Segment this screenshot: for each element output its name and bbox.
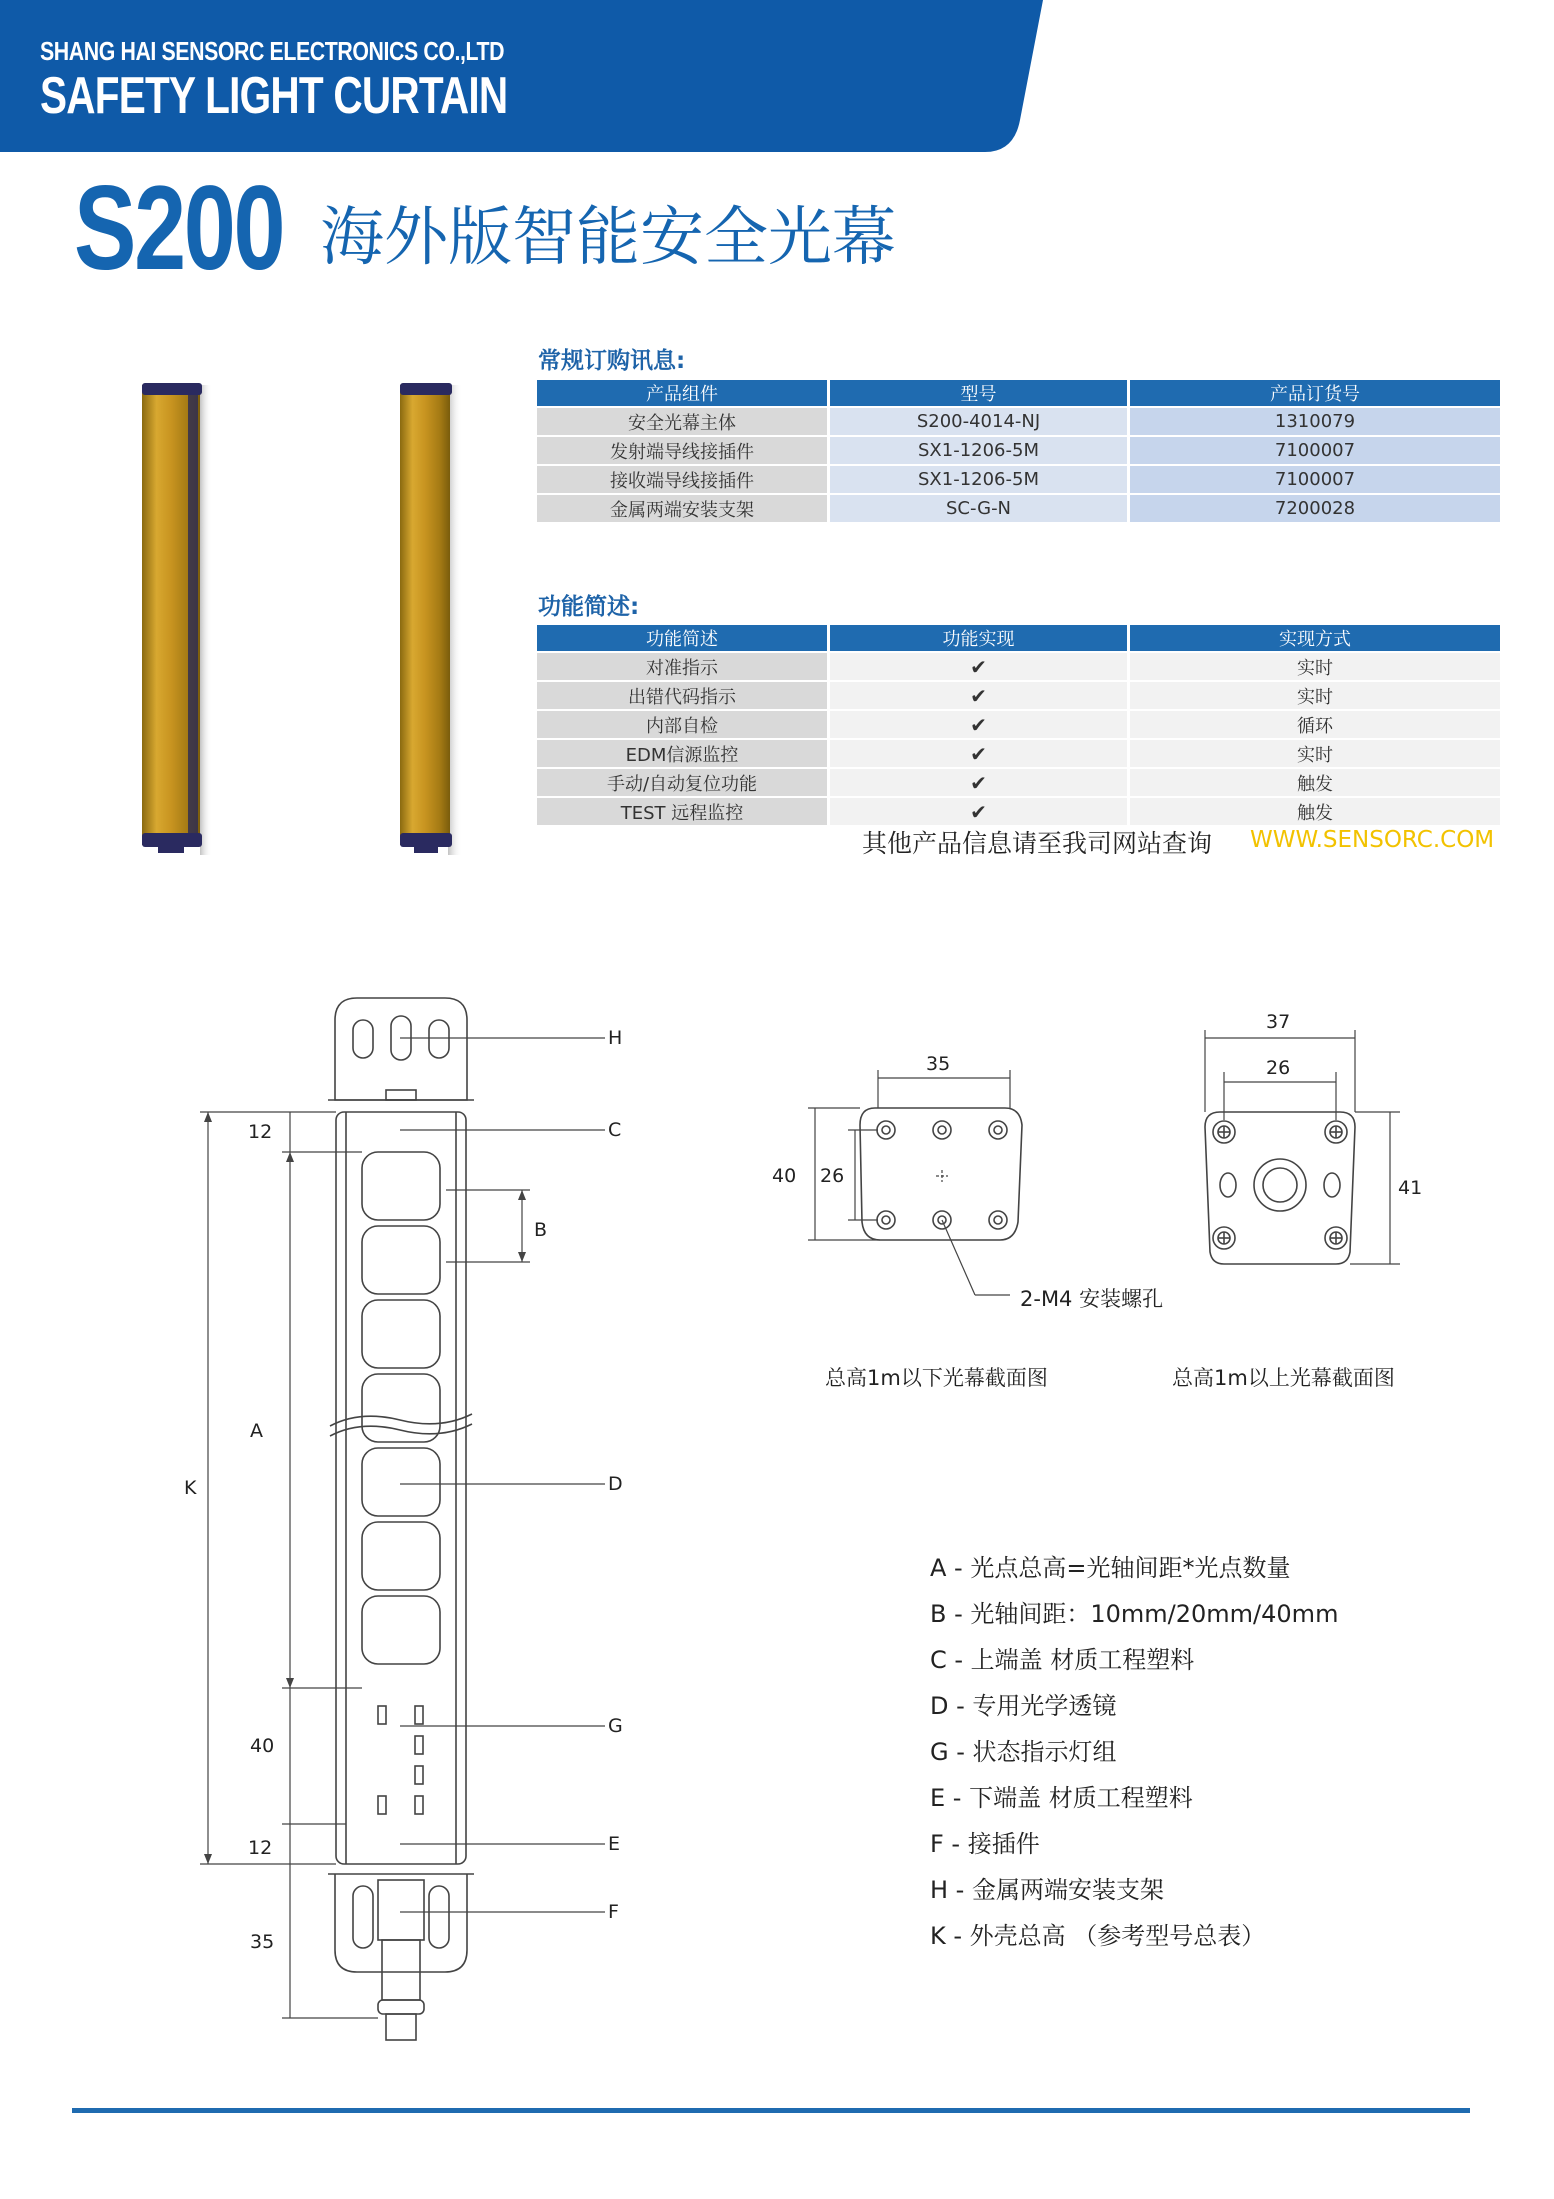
table-header-row — [537, 380, 1500, 406]
table-cell: 安全光幕主体 — [537, 408, 827, 435]
more-info-text: 其他产品信息请至我司网站查询 — [862, 829, 1213, 858]
table-cell: 内部自检 — [537, 711, 827, 738]
table-row — [537, 798, 1500, 825]
table-cell: SX1-1206-5M — [830, 437, 1127, 464]
company-name: SHANG HAI SENSORC ELECTRONICS CO.,LTD — [40, 36, 505, 66]
table-cell: 金属两端安装支架 — [537, 495, 827, 522]
section-view-small — [760, 1030, 1060, 1320]
dim-41-height: 41 — [1398, 1177, 1423, 1199]
footer-divider — [72, 2108, 1470, 2113]
ordering-table — [534, 378, 1503, 524]
dim-26-width: 26 — [1266, 1057, 1291, 1079]
column-header: 产品订货号 — [1130, 380, 1500, 406]
check-icon: ✔ — [830, 711, 1127, 738]
legend-item: E - 下端盖 材质工程塑料 — [930, 1784, 1193, 1812]
legend-item: K - 外壳总高 （参考型号总表） — [930, 1922, 1266, 1950]
dim-B: B — [534, 1219, 548, 1241]
screw-hole-note: 2-M4 安装螺孔 — [1020, 1287, 1164, 1311]
check-icon: ✔ — [830, 798, 1127, 825]
table-row — [537, 408, 1500, 435]
side-view-drawing — [150, 990, 650, 2050]
table-cell: SC-G-N — [830, 495, 1127, 522]
product-photo — [130, 375, 480, 875]
callout-H: H — [608, 1027, 623, 1049]
table-cell: 实时 — [1130, 740, 1500, 767]
dim-12-bottom: 12 — [248, 1837, 273, 1859]
product-line: SAFETY LIGHT CURTAIN — [40, 67, 508, 125]
table-cell: 实时 — [1130, 653, 1500, 680]
receiver-bar-image — [400, 383, 462, 855]
callout-E: E — [608, 1833, 621, 1855]
column-header: 功能实现 — [830, 625, 1127, 651]
table-cell: SX1-1206-5M — [830, 466, 1127, 493]
column-header: 型号 — [830, 380, 1127, 406]
dim-35-width: 35 — [926, 1053, 951, 1075]
section-large-caption: 总高1m以上光幕截面图 — [1172, 1366, 1395, 1390]
callout-G: G — [608, 1715, 623, 1737]
dim-K: K — [184, 1477, 197, 1499]
dim-40: 40 — [250, 1735, 275, 1757]
table-cell: 循环 — [1130, 711, 1500, 738]
emitter-bar-image — [142, 383, 212, 855]
dim-40-height: 40 — [772, 1165, 797, 1187]
legend-item: H - 金属两端安装支架 — [930, 1876, 1164, 1904]
table-row — [537, 769, 1500, 796]
model-number: S200 — [74, 161, 284, 295]
legend-item: D - 专用光学透镜 — [930, 1692, 1117, 1720]
check-icon: ✔ — [830, 740, 1127, 767]
table-cell: TEST 远程监控 — [537, 798, 827, 825]
table-row — [537, 682, 1500, 709]
dim-35: 35 — [250, 1931, 275, 1953]
column-header: 实现方式 — [1130, 625, 1500, 651]
legend-item: C - 上端盖 材质工程塑料 — [930, 1646, 1195, 1674]
table-row — [537, 653, 1500, 680]
section-small-caption: 总高1m以下光幕截面图 — [825, 1366, 1048, 1390]
table-header-row — [537, 625, 1500, 651]
table-cell: EDM信源监控 — [537, 740, 827, 767]
table-cell: 实时 — [1130, 682, 1500, 709]
section-view-large — [1190, 1000, 1430, 1280]
table-cell: S200-4014-NJ — [830, 408, 1127, 435]
check-icon: ✔ — [830, 682, 1127, 709]
table-row — [537, 437, 1500, 464]
table-row — [537, 740, 1500, 767]
check-icon: ✔ — [830, 653, 1127, 680]
table-row — [537, 495, 1500, 522]
callout-C: C — [608, 1119, 622, 1141]
dim-37-width: 37 — [1266, 1011, 1291, 1033]
table-cell: 对准指示 — [537, 653, 827, 680]
dim-12-top: 12 — [248, 1121, 273, 1143]
table-cell: 发射端导线接插件 — [537, 437, 827, 464]
column-header: 功能简述 — [537, 625, 827, 651]
website-link[interactable]: WWW.SENSORC.COM — [1250, 827, 1495, 853]
table-cell: 1310079 — [1130, 408, 1500, 435]
table-cell: 触发 — [1130, 798, 1500, 825]
table-cell: 手动/自动复位功能 — [537, 769, 827, 796]
parts-legend — [930, 1548, 1338, 1962]
legend-item: F - 接插件 — [930, 1830, 1040, 1858]
table-cell: 7100007 — [1130, 466, 1500, 493]
legend-item: B - 光轴间距：10mm/20mm/40mm — [930, 1600, 1339, 1628]
table-cell: 出错代码指示 — [537, 682, 827, 709]
table-cell: 接收端导线接插件 — [537, 466, 827, 493]
functions-table — [534, 623, 1503, 827]
header-banner — [0, 0, 1554, 155]
table-cell: 7100007 — [1130, 437, 1500, 464]
table-row — [537, 466, 1500, 493]
ordering-section-title: 常规订购讯息: — [538, 348, 686, 374]
column-header: 产品组件 — [537, 380, 827, 406]
table-row — [537, 711, 1500, 738]
callout-D: D — [608, 1473, 623, 1495]
check-icon: ✔ — [830, 769, 1127, 796]
legend-item: G - 状态指示灯组 — [930, 1738, 1117, 1766]
dim-A: A — [250, 1420, 263, 1442]
functions-section-title: 功能简述: — [538, 594, 640, 620]
dim-26-height: 26 — [820, 1165, 845, 1187]
legend-item: A - 光点总高=光轴间距*光点数量 — [930, 1554, 1291, 1582]
table-cell: 触发 — [1130, 769, 1500, 796]
callout-F: F — [608, 1901, 619, 1923]
product-title: 海外版智能安全光幕 — [320, 201, 896, 275]
table-cell: 7200028 — [1130, 495, 1500, 522]
